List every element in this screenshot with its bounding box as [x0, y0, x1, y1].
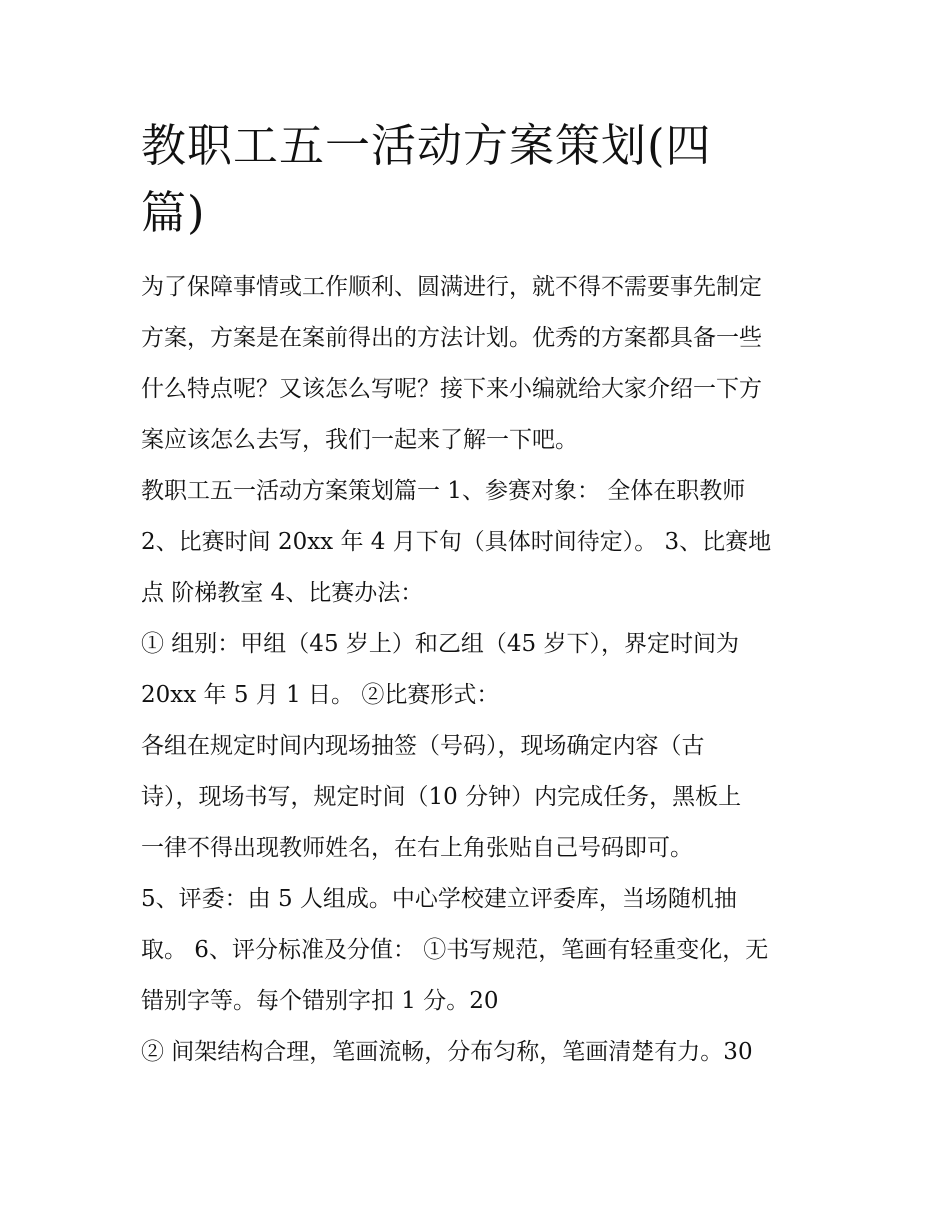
document-page: [141, 112, 821, 1078]
intro-paragraph: [141, 262, 821, 466]
text-line: 2、比赛时间 20xx 年 4 月下旬（具体时间待定）。 3、比赛地: [141, 529, 772, 555]
section-one-paragraph: [141, 466, 821, 619]
text-line: 教职工五一活动方案策划篇一 1、参赛对象： 全体在职教师: [141, 478, 746, 504]
grouping-paragraph: [141, 619, 821, 721]
text-line: 案应该怎么去写，我们一起来了解一下吧。: [141, 427, 578, 453]
text-line: 一律不得出现教师姓名，在右上角张贴自己号码即可。: [141, 835, 693, 861]
document-title: [141, 112, 821, 246]
structure-paragraph: [141, 1027, 821, 1078]
text-line: 什么特点呢？又该怎么写呢？接下来小编就给大家介绍一下方: [141, 376, 762, 402]
title-line: 教职工五一活动方案策划(四: [141, 119, 712, 172]
text-line: 诗），现场书写，规定时间（10 分钟）内完成任务，黑板上: [141, 784, 742, 810]
text-line: ② 间架结构合理，笔画流畅，分布匀称，笔画清楚有力。30: [141, 1039, 753, 1065]
format-paragraph: [141, 721, 821, 874]
text-line: 为了保障事情或工作顺利、圆满进行，就不得不需要事先制定: [141, 274, 762, 300]
text-line: 各组在规定时间内现场抽签（号码），现场确定内容（古: [141, 733, 705, 759]
text-line: 取。 6、评分标准及分值： ①书写规范，笔画有轻重变化，无: [141, 937, 769, 963]
text-line: 5、评委：由 5 人组成。中心学校建立评委库，当场随机抽: [141, 886, 737, 912]
text-line: ① 组别：甲组（45 岁上）和乙组（45 岁下），界定时间为: [141, 631, 739, 657]
judges-paragraph: [141, 874, 821, 1027]
text-line: 错别字等。每个错别字扣 1 分。20: [141, 988, 499, 1014]
text-line: 20xx 年 5 月 1 日。 ②比赛形式：: [141, 682, 500, 708]
text-line: 方案，方案是在案前得出的方法计划。优秀的方案都具备一些: [141, 325, 762, 351]
text-line: 点 阶梯教室 4、比赛办法：: [141, 580, 424, 606]
title-line: 篇): [141, 186, 206, 239]
